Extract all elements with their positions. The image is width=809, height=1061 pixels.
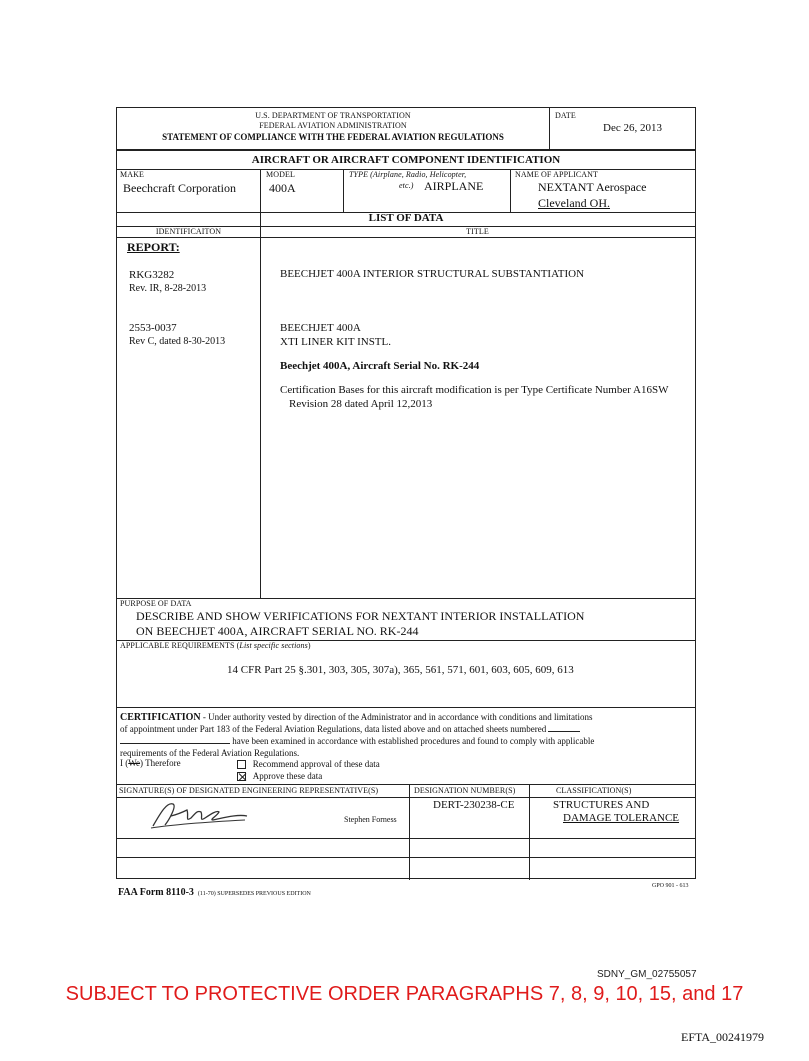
designation-number: DERT-230238-CE [433, 799, 515, 811]
type-value: AIRPLANE [424, 179, 484, 193]
efta-number: EFTA_00241979 [681, 1030, 765, 1044]
report-heading: REPORT: [127, 240, 180, 254]
date-label: DATE [555, 111, 576, 120]
form-note: (11-70) SUPERSEDES PREVIOUS EDITION [197, 891, 311, 897]
item-2-rev: Rev C, dated 8-30-2013 [129, 336, 226, 347]
therefore-line: I (We) Therefore [120, 758, 181, 768]
type-label: TYPE (Airplane, Radio, Helicopter, [349, 170, 467, 179]
protective-order-stamp: SUBJECT TO PROTECTIVE ORDER PARAGRAPHS 7, 8, 9, 10, 15, and 17 [65, 983, 744, 1005]
signer-name: Stephen Forness [344, 815, 397, 824]
applicant-label: NAME OF APPLICANT [515, 170, 599, 179]
purpose-line-2: ON BEECHJET 400A, AIRCRAFT SERIAL NO. RK-244 [136, 624, 419, 638]
date-value: Dec 26, 2013 [603, 122, 662, 134]
certification-line-1: CERTIFICATION - Under authority vested by direction of the Administrator and in accordance with conditions and limitations [120, 712, 593, 723]
item-1-rev: Rev. IR, 8-28-2013 [129, 283, 207, 294]
classification-label: CLASSIFICATION(S) [556, 786, 632, 795]
gpo-number: GPO 901 - 613 [652, 883, 689, 889]
item-1-title: BEECHJET 400A INTERIOR STRUCTURAL SUBSTANTIATION [280, 268, 585, 280]
recommend-checkbox[interactable] [237, 760, 246, 769]
cert-basis-1: Certification Bases for this aircraft modification is per Type Certificate Number A16SW [280, 384, 669, 396]
requirements-value: 14 CFR Part 25 §.301, 303, 305, 307a), 365, 561, 571, 601, 603, 605, 609, 613 [227, 664, 574, 676]
classification-2: DAMAGE TOLERANCE [563, 812, 680, 824]
item-1-id: RKG3282 [129, 269, 175, 281]
list-of-data-title: LIST OF DATA [368, 212, 444, 224]
option-recommend[interactable]: Recommend approval of these data [237, 759, 380, 769]
faa-form-8110-3 [116, 107, 696, 879]
certification-line-3: have been examined in accordance with established procedures and found to comply with applicable [120, 736, 594, 746]
item-2-title-1: BEECHJET 400A [280, 322, 361, 334]
agency-name: FEDERAL AVIATION ADMINISTRATION [259, 121, 407, 130]
model-value: 400A [269, 181, 296, 195]
applicant-name: NEXTANT Aerospace [538, 180, 647, 194]
purpose-label: PURPOSE OF DATA [120, 599, 192, 608]
col-title: TITLE [466, 227, 489, 236]
option-approve[interactable]: Approve these data [237, 771, 322, 781]
make-label: MAKE [120, 170, 144, 179]
bates-number: SDNY_GM_02755057 [597, 969, 697, 980]
classification-1: STRUCTURES AND [553, 799, 650, 811]
certification-line-2: of appointment under Part 183 of the Federal Aviation Regulations, data listed above and on attached sheets numbered [120, 724, 694, 734]
cert-basis-2: Revision 28 dated April 12,2013 [289, 398, 433, 410]
col-identification: IDENTIFICAITON [155, 227, 222, 236]
dept-name: U.S. DEPARTMENT OF TRANSPORTATION [255, 111, 411, 120]
form-footer [118, 882, 311, 900]
serial-note: Beechjet 400A, Aircraft Serial No. RK-244 [280, 360, 480, 372]
handwritten-signature [147, 798, 252, 832]
statement-title: STATEMENT OF COMPLIANCE WITH THE FEDERAL AVIATION REGULATIONS [162, 132, 504, 142]
type-label-etc: etc.) [399, 181, 414, 190]
signature-label: SIGNATURE(S) OF DESIGNATED ENGINEERING REPRESENTATIVE(S) [119, 786, 379, 795]
item-2-id: 2553-0037 [129, 322, 177, 334]
requirements-label: APPLICABLE REQUIREMENTS (List specific sections) [120, 641, 311, 650]
form-name: FAA Form 8110-3 [118, 887, 194, 898]
identification-title: AIRCRAFT OR AIRCRAFT COMPONENT IDENTIFICATION [251, 154, 561, 166]
item-2-title-2: XTI LINER KIT INSTL. [280, 336, 391, 348]
designation-label: DESIGNATION NUMBER(S) [414, 786, 516, 795]
make-value: Beechcraft Corporation [123, 181, 236, 195]
model-label: MODEL [266, 170, 295, 179]
approve-checkbox[interactable] [237, 772, 246, 781]
applicant-city: Cleveland OH. [538, 196, 610, 210]
certification-line-4: requirements of the Federal Aviation Regulations. [120, 748, 300, 758]
purpose-line-1: DESCRIBE AND SHOW VERIFICATIONS FOR NEXTANT INTERIOR INSTALLATION [136, 609, 585, 623]
